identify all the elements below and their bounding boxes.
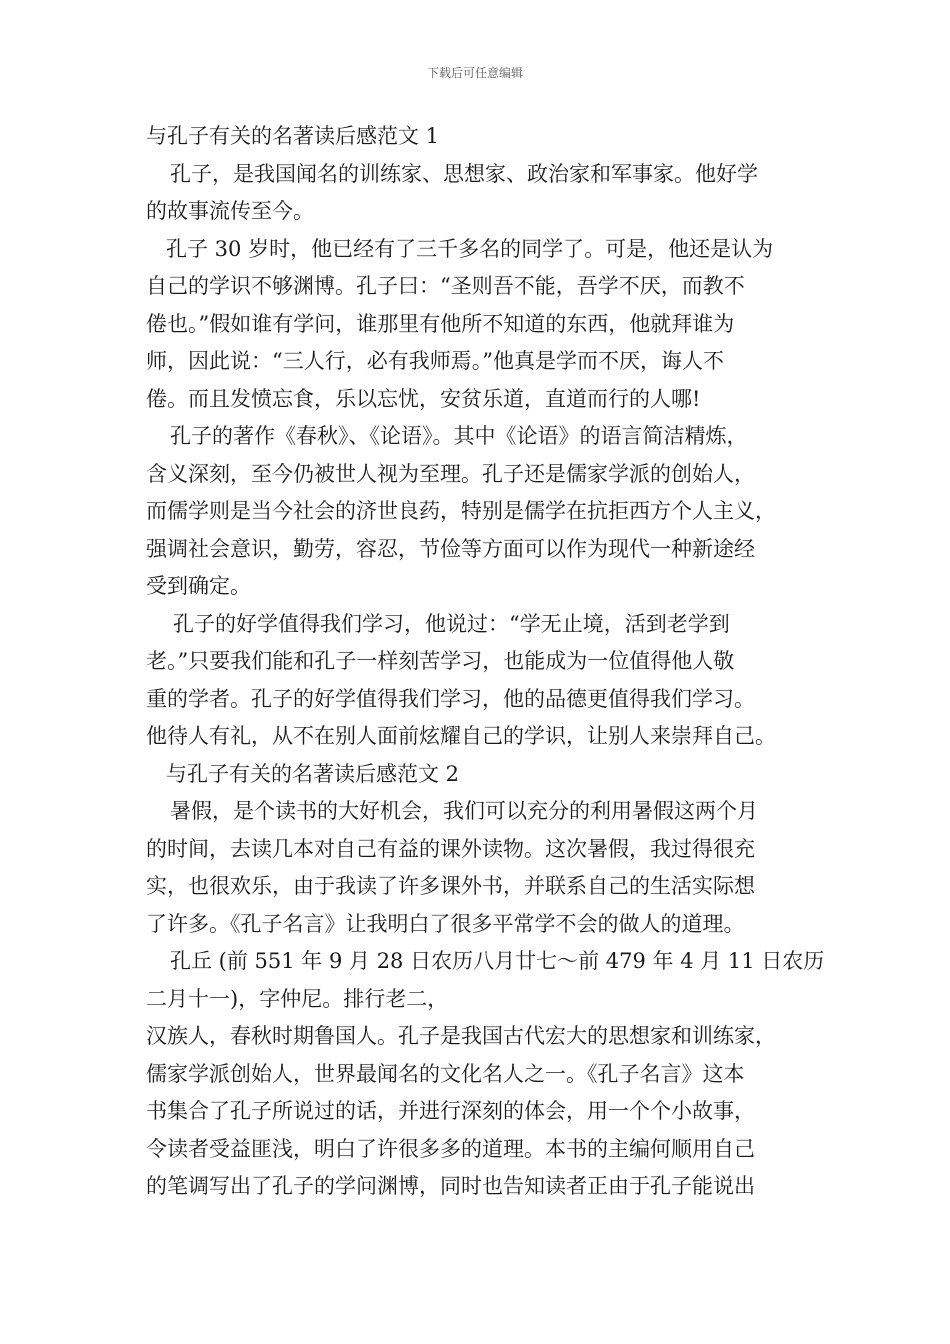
section-title-2: 与孔子有关的名著读后感范文 2 [166, 761, 460, 786]
paragraph-line: 孔子，是我国闻名的训练家、思想家、政治家和军事家。他好学 [170, 161, 758, 186]
paragraph-line: 受到确定。 [146, 574, 251, 598]
paragraph-line: 汉族人，春秋时期鲁国人。孔子是我国古代宏大的思想家和训练家， [146, 1024, 776, 1048]
section-title-1: 与孔子有关的名著读后感范文 1 [146, 124, 440, 148]
paragraph-line: 孔子 30 岁时，他已经有了三千多名的同学了。可是，他还是认为 [166, 236, 774, 261]
paragraph-line: 师，因此说：“三人行，必有我师焉。”他真是学而不厌，诲人不 [146, 349, 724, 373]
paragraph-line: 令读者受益匪浅，明白了许很多多的道理。本书的主编何顺用自己 [146, 1136, 755, 1161]
paragraph-line: 倦。而且发愤忘食，乐以忘忧，安贫乐道，直道而行的人哪! [146, 386, 701, 411]
paragraph-line: 儒家学派创始人，世界最闻名的文化名人之一。《孔子名言》这本 [146, 1061, 745, 1086]
page-header: 下载后可任意编辑 [426, 66, 523, 80]
paragraph-line: 他待人有礼，从不在别人面前炫耀自己的学识，让别人来崇拜自己。 [146, 724, 776, 748]
document-body [146, 118, 836, 1206]
paragraph-line: 孔子的著作《春秋》、《论语》。其中《论语》的语言简洁精炼， [170, 424, 748, 448]
paragraph-line: 二月十一)，字仲尼。排行老二， [146, 986, 449, 1011]
paragraph-line: 的笔调写出了孔子的学问渊博，同时也告知读者正由于孔子能说出 [146, 1174, 755, 1198]
paragraph-line: 孔丘 (前 551 年 9 月 28 日农历八月廿七～前 479 年 4 月 11 日农历 [170, 949, 825, 973]
paragraph-line: 含义深刻，至今仍被世人视为至理。孔子还是儒家学派的创始人， [146, 461, 755, 486]
paragraph-line: 倦也。”假如谁有学问，谁那里有他所不知道的东西，他就拜谁为 [146, 311, 735, 336]
paragraph-line: 孔子的好学值得我们学习，他说过：“学无止境，活到老学到 [173, 611, 730, 636]
paragraph-line: 书集合了孔子所说过的话，并进行深刻的体会，用一个个小故事， [146, 1099, 755, 1123]
paragraph-line: 暑假，是个读书的大好机会，我们可以充分的利用暑假这两个月 [170, 799, 758, 823]
paragraph-line: 强调社会意识，勤劳，容忍，节俭等方面可以作为现代一种新途经 [146, 536, 755, 561]
paragraph-line: 的故事流传至今。 [146, 199, 314, 223]
paragraph-line: 的时间，去读几本对自己有益的课外读物。这次暑假，我过得很充 [146, 836, 755, 861]
paragraph-line: 了许多。《孔子名言》让我明白了很多平常学不会的做人的道理。 [146, 911, 745, 936]
paragraph-line: 实，也很欢乐，由于我读了许多课外书，并联系自己的生活实际想 [146, 874, 755, 898]
paragraph-line: 而儒学则是当今社会的济世良药，特别是儒学在抗拒西方个人主义， [146, 499, 776, 523]
paragraph-line: 重的学者。孔子的好学值得我们学习，他的品德更值得我们学习。 [146, 686, 755, 711]
paragraph-line: 自己的学识不够渊博。孔子曰：“圣则吾不能，吾学不厌，而教不 [146, 274, 745, 298]
paragraph-line: 老。”只要我们能和孔子一样刻苦学习，也能成为一位值得他人敬 [146, 649, 735, 673]
